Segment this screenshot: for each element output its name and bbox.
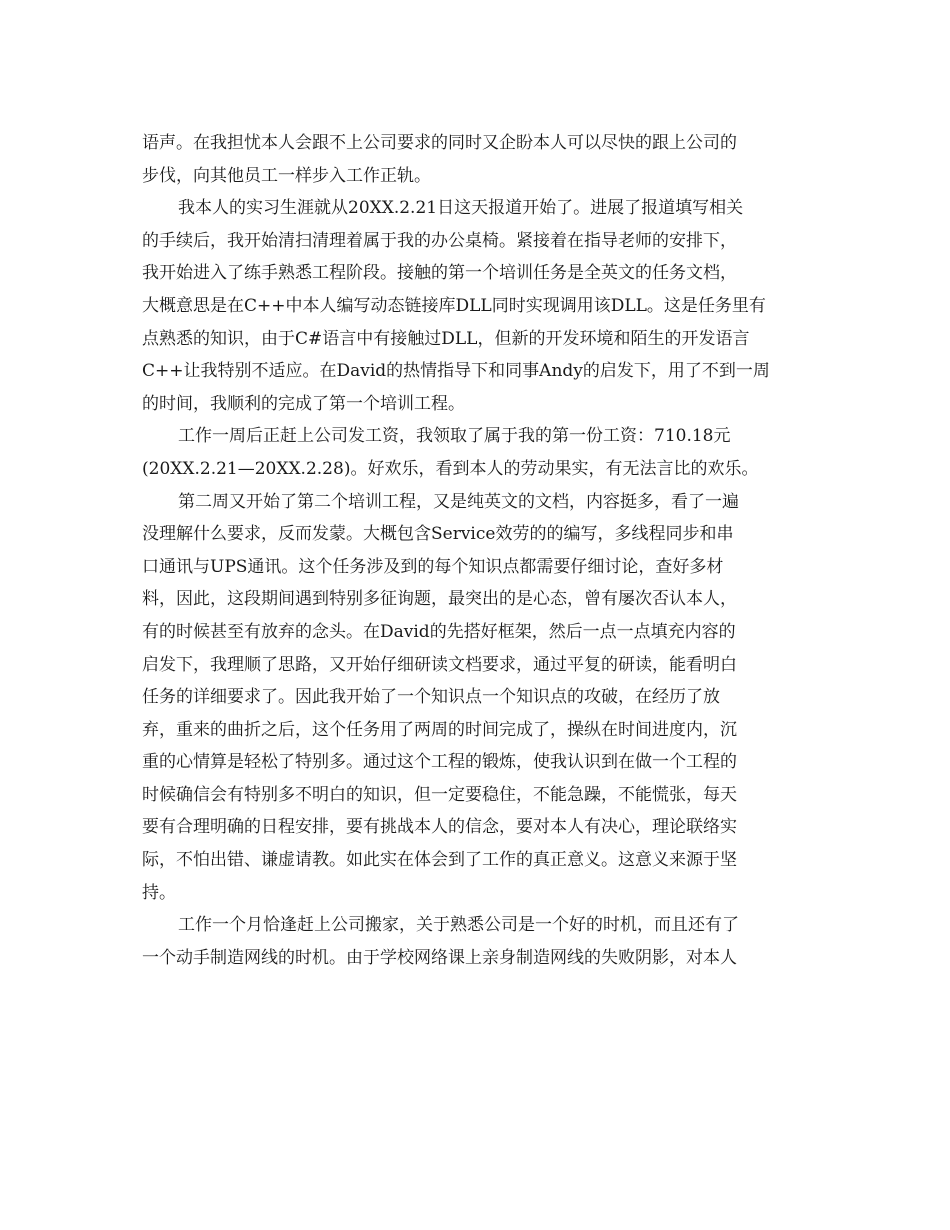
text-line: 时候确信会有特别多不明白的知识，但一定要稳住，不能急躁，不能慌张，每天 xyxy=(142,784,737,805)
text-line: 启发下，我理顺了思路，又开始仔细研读文档要求，通过平复的研读，能看明白 xyxy=(142,654,737,675)
text-line: 弃，重来的曲折之后，这个任务用了两周的时间完成了，操纵在时间进度内，沉 xyxy=(142,719,737,740)
text-line: 持。 xyxy=(142,882,176,903)
text-line: 第二周又开始了第二个培训工程，又是纯英文的文档，内容挺多，看了一遍 xyxy=(178,491,739,512)
text-line: 工作一周后正赶上公司发工资，我领取了属于我的第一份工资：710.18元 xyxy=(178,426,731,447)
text-line: 口通讯与UPS通讯。这个任务涉及到的每个知识点都需要仔细讨论，查好多材 xyxy=(142,556,724,577)
text-line: 料，因此，这段期间遇到特别多征询题，最突出的是心态，曾有屡次否认本人， xyxy=(142,589,737,610)
text-line: 大概意思是在C++中本人编写动态链接库DLL同时实现调用该DLL。这是任务里有 xyxy=(142,295,766,316)
text-line: 有的时候甚至有放弃的念头。在David的先搭好框架，然后一点一点填充内容的 xyxy=(142,621,736,642)
text-line: 工作一个月恰逢赶上公司搬家，关于熟悉公司是一个好的时机，而且还有了 xyxy=(178,915,739,936)
text-line: 的时间，我顺利的完成了第一个培训工程。 xyxy=(142,393,465,414)
text-line: 一个动手制造网线的时机。由于学校网络课上亲身制造网线的失败阴影，对本人 xyxy=(142,947,737,968)
text-line: 语声。在我担忧本人会跟不上公司要求的同时又企盼本人可以尽快的跟上公司的 xyxy=(142,133,737,153)
text-line: 要有合理明确的日程安排，要有挑战本人的信念，要对本人有决心，理论联络实 xyxy=(142,817,737,838)
text-line: 点熟悉的知识，由于C#语言中有接触过DLL，但新的开发环境和陌生的开发语言 xyxy=(142,328,750,349)
document-body xyxy=(142,127,822,974)
text-line: 际，不怕出错、谦虚请教。如此实在体会到了工作的真正意义。这意义来源于坚 xyxy=(142,850,737,871)
text-line: 没理解什么要求，反而发蒙。大概包含Service效劳的的编写，多线程同步和串 xyxy=(142,524,734,545)
text-line: 重的心情算是轻松了特别多。通过这个工程的锻炼，使我认识到在做一个工程的 xyxy=(142,752,737,773)
text-line: C++让我特别不适应。在David的热情指导下和同事Andy的启发下，用了不到一周 xyxy=(142,361,770,382)
text-line: 步伐，向其他员工一样步入工作正轨。 xyxy=(142,165,431,186)
text-line: 我本人的实习生涯就从20XX.2.21日这天报道开始了。进展了报道填写相关 xyxy=(178,198,744,219)
text-line: (20XX.2.21—20XX.2.28)。好欢乐，看到本人的劳动果实，有无法言比的欢乐。 xyxy=(142,458,759,479)
text-line: 我开始进入了练手熟悉工程阶段。接触的第一个培训任务是全英文的任务文档， xyxy=(142,263,737,284)
text-line: 的手续后，我开始清扫清理着属于我的办公桌椅。紧接着在指导老师的安排下， xyxy=(142,230,737,251)
text-line: 任务的详细要求了。因此我开始了一个知识点一个知识点的攻破，在经历了放 xyxy=(142,687,720,708)
